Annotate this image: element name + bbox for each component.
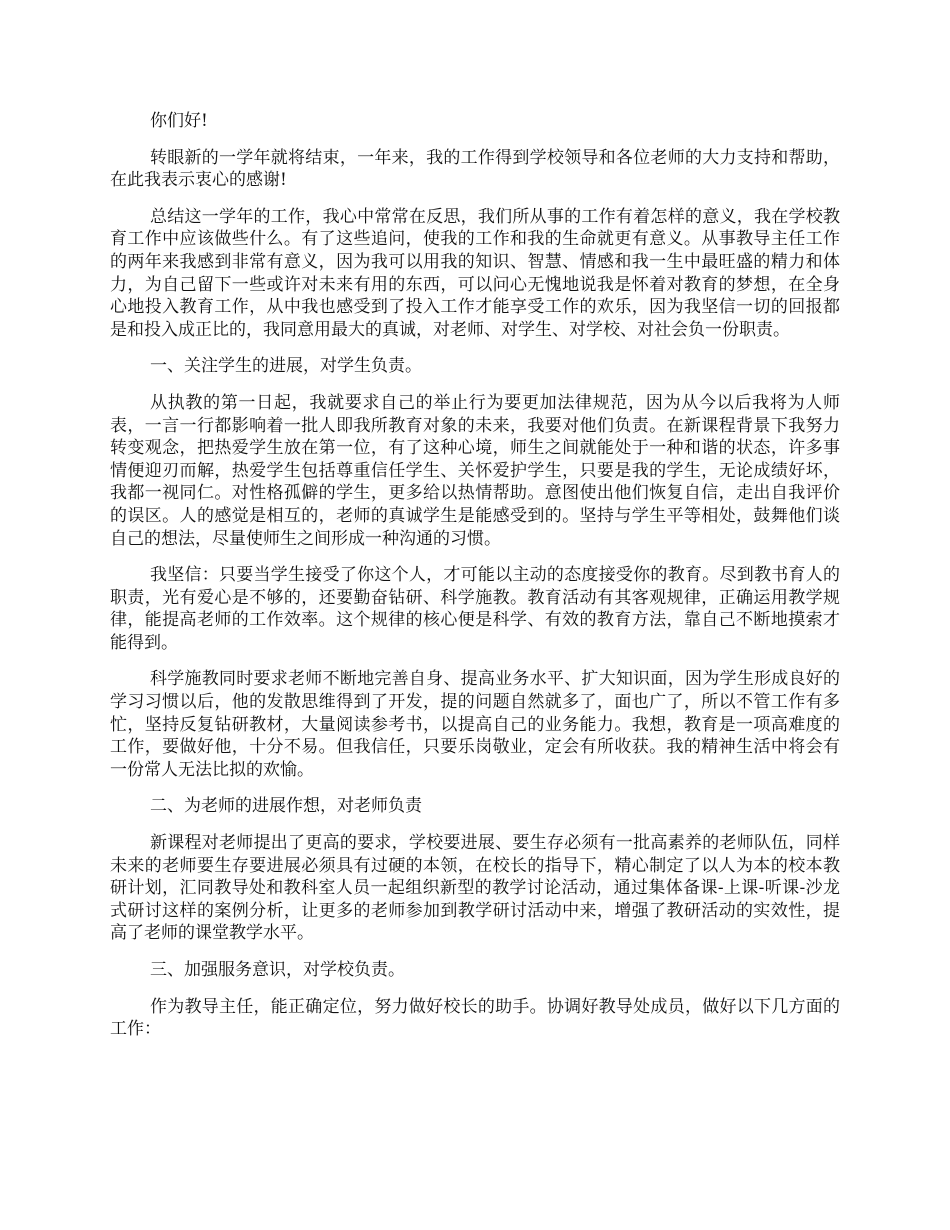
- thanks-paragraph: 转眼新的一学年就将结束，一年来，我的工作得到学校领导和各位老师的大力支持和帮助，在此我表示衷心的感谢!: [110, 147, 840, 191]
- students-paragraph: 从执教的第一日起，我就要求自己的举止行为要更加法律规范，因为从今以后我将为人师表，一言一行都影响着一批人即我所教育对象的未来，我要对他们负责。在新课程背景下我努力转变观念，把热爱学生放在第一位，有了这种心境，师生之间就能处于一种和谐的状态，许多事情便迎刃而解，热爱学生包括尊重信任学生、关怀爱护学生，只要是我的学生，无论成绩好坏，我都一视同仁。对性格孤僻的学生，更多给以热情帮助。意图使出他们恢复自信，走出自我评价的误区。人的感觉是相互的，老师的真诚学生是能感受到的。坚持与学生平等相处，鼓舞他们谈自己的想法，尽量使师生之间形成一种沟通的习惯。: [110, 392, 840, 549]
- greeting-paragraph: 你们好!: [150, 111, 208, 131]
- scientific-teaching-paragraph: 科学施教同时要求老师不断地完善自身、提高业务水平、扩大知识面，因为学生形成良好的学习习惯以后，他的发散思维得到了开发，提的问题自然就多了，面也广了，所以不管工作有多忙，坚持反复钻研教材，大量阅读参考书，以提高自己的业务能力。我想，教育是一项高难度的工作，要做好他，十分不易。但我信任，只要乐岗敬业，定会有所收获。我的精神生活中将会有一份常人无法比拟的欢愉。: [110, 669, 840, 780]
- school-paragraph: 作为教导主任，能正确定位，努力做好校长的助手。协调好教导处成员，做好以下几方面的工作：: [110, 996, 840, 1040]
- section-heading-teachers: 二、为老师的进展作想，对老师负责: [150, 796, 422, 817]
- belief-paragraph: 我坚信：只要当学生接受了你这个人，才可能以主动的态度接受你的教育。尽到教书育人的职责，光有爱心是不够的，还要勤奋钻研、科学施教。教育活动有其客观规律，正确运用教学规律，能提高老师的工作效率。这个规律的核心便是科学、有效的教育方法，靠自己不断地摸索才能得到。: [110, 565, 840, 653]
- section-heading-students: 一、关注学生的进展，对学生负责。: [150, 356, 422, 377]
- teachers-paragraph: 新课程对老师提出了更高的要求，学校要进展、要生存必须有一批高素养的老师队伍，同样未来的老师要生存要进展必须具有过硬的本领，在校长的指导下，精心制定了以人为本的校本教研计划，汇同教导处和教科室人员一起组织新型的教学讨论活动，通过集体备课-上课-听课-沙龙式研讨这样的案例分析，让更多的老师参加到教学研讨活动中来，增强了教研活动的实效性，提高了老师的课堂教学水平。: [110, 833, 840, 944]
- section-heading-school: 三、加强服务意识，对学校负责。: [150, 960, 405, 980]
- document-page: [110, 110, 840, 1055]
- summary-paragraph: 总结这一学年的工作，我心中常常在反思，我们所从事的工作有着怎样的意义，我在学校教育工作中应该做些什么。有了这些追问，使我的工作和我的生命就更有意义。从事教导主任工作的两年来我感到非常有意义，因为我可以用我的知识、智慧、情感和我一生中最旺盛的精力和体力，为自己留下一些或许对未来有用的东西，可以问心无愧地说我是怀着对教育的梦想，在全身心地投入教育工作，从中我也感受到了投入工作才能享受工作的欢乐，因为我坚信一切的回报都是和投入成正比的，我同意用最大的真诚，对老师、对学生、对学校、对社会负一份职责。: [110, 206, 840, 340]
